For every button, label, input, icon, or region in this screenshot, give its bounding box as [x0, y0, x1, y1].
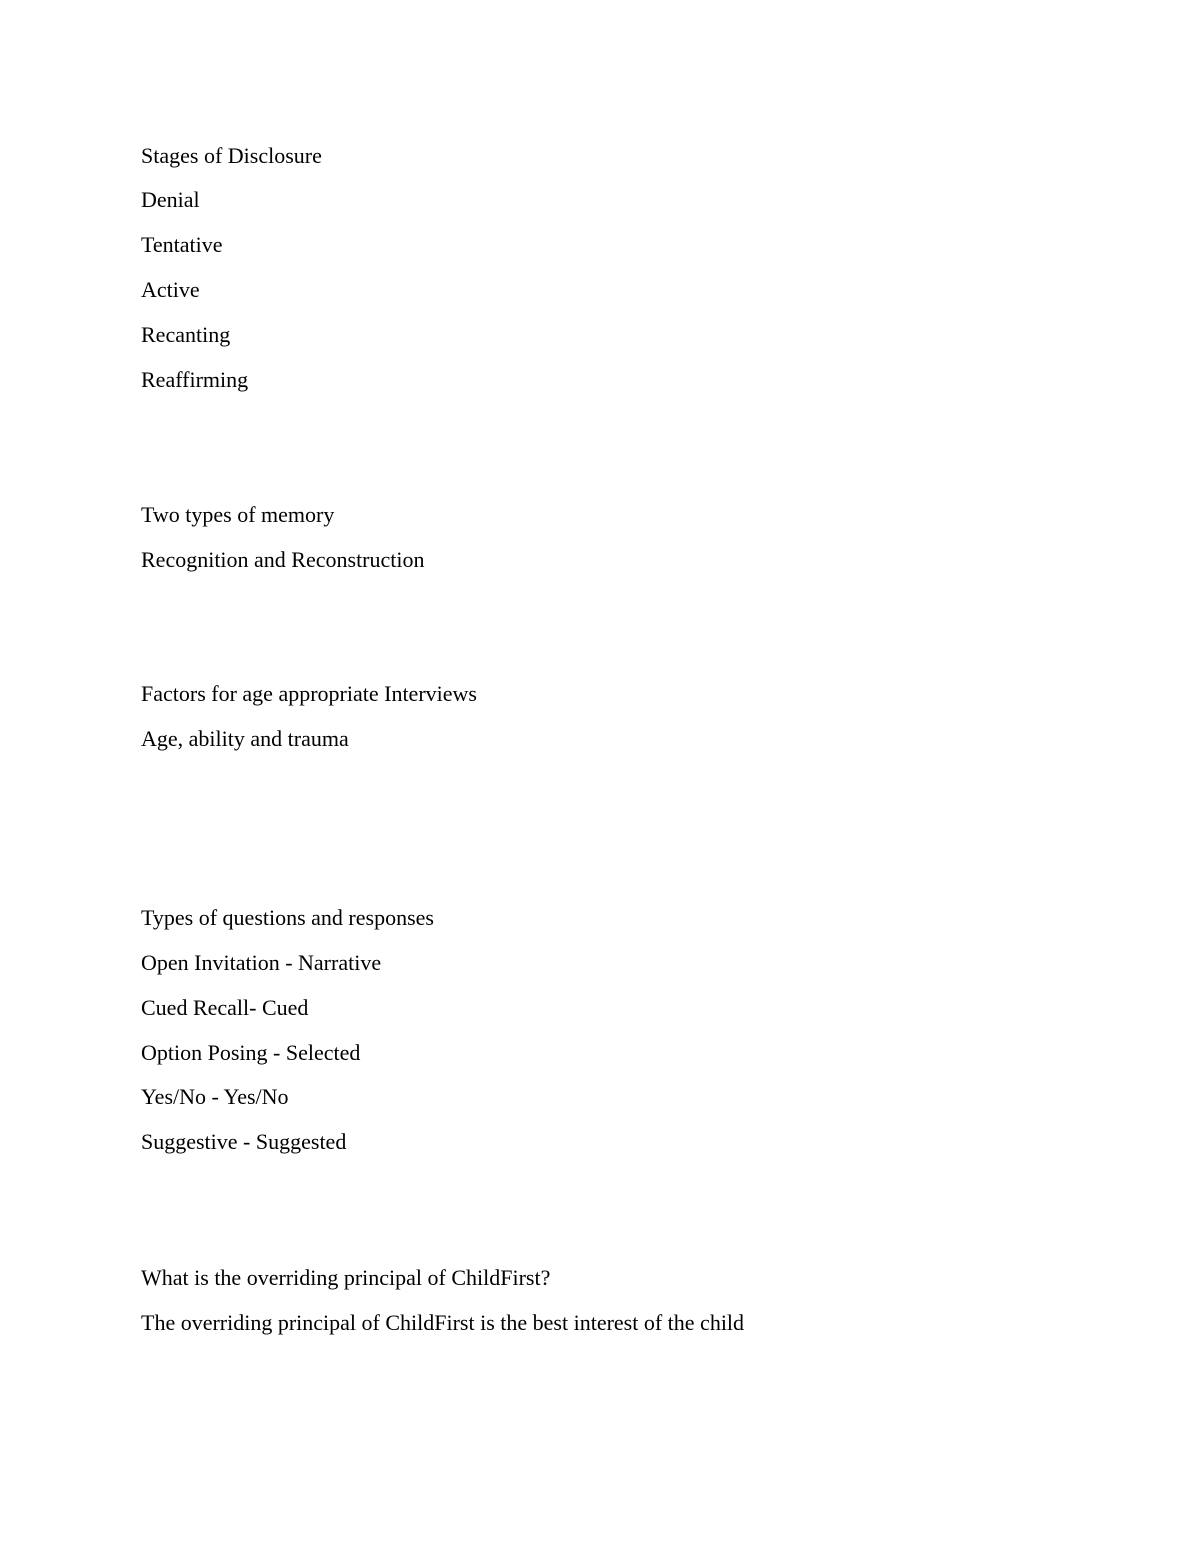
list-item: Reaffirming: [141, 367, 249, 392]
section-heading: Two types of memory: [141, 502, 335, 527]
list-item: Recanting: [141, 322, 231, 347]
list-item: Option Posing - Selected: [141, 1040, 361, 1065]
section-heading: Factors for age appropriate Interviews: [141, 681, 477, 706]
list-item: Suggestive - Suggested: [141, 1129, 347, 1154]
list-item: Age, ability and trauma: [141, 726, 349, 751]
list-item: Yes/No - Yes/No: [141, 1084, 289, 1109]
list-item: The overriding principal of ChildFirst is the best interest of the child: [141, 1310, 745, 1335]
list-item: Recognition and Reconstruction: [141, 547, 425, 572]
list-item: Active: [141, 277, 200, 302]
section-heading: Types of questions and responses: [141, 905, 434, 930]
section-heading: What is the overriding principal of ChildFirst?: [141, 1265, 551, 1290]
list-item: Cued Recall- Cued: [141, 995, 309, 1020]
section-heading: Stages of Disclosure: [141, 143, 322, 168]
list-item: Open Invitation - Narrative: [141, 950, 382, 975]
list-item: Tentative: [141, 232, 223, 257]
list-item: Denial: [141, 187, 200, 212]
